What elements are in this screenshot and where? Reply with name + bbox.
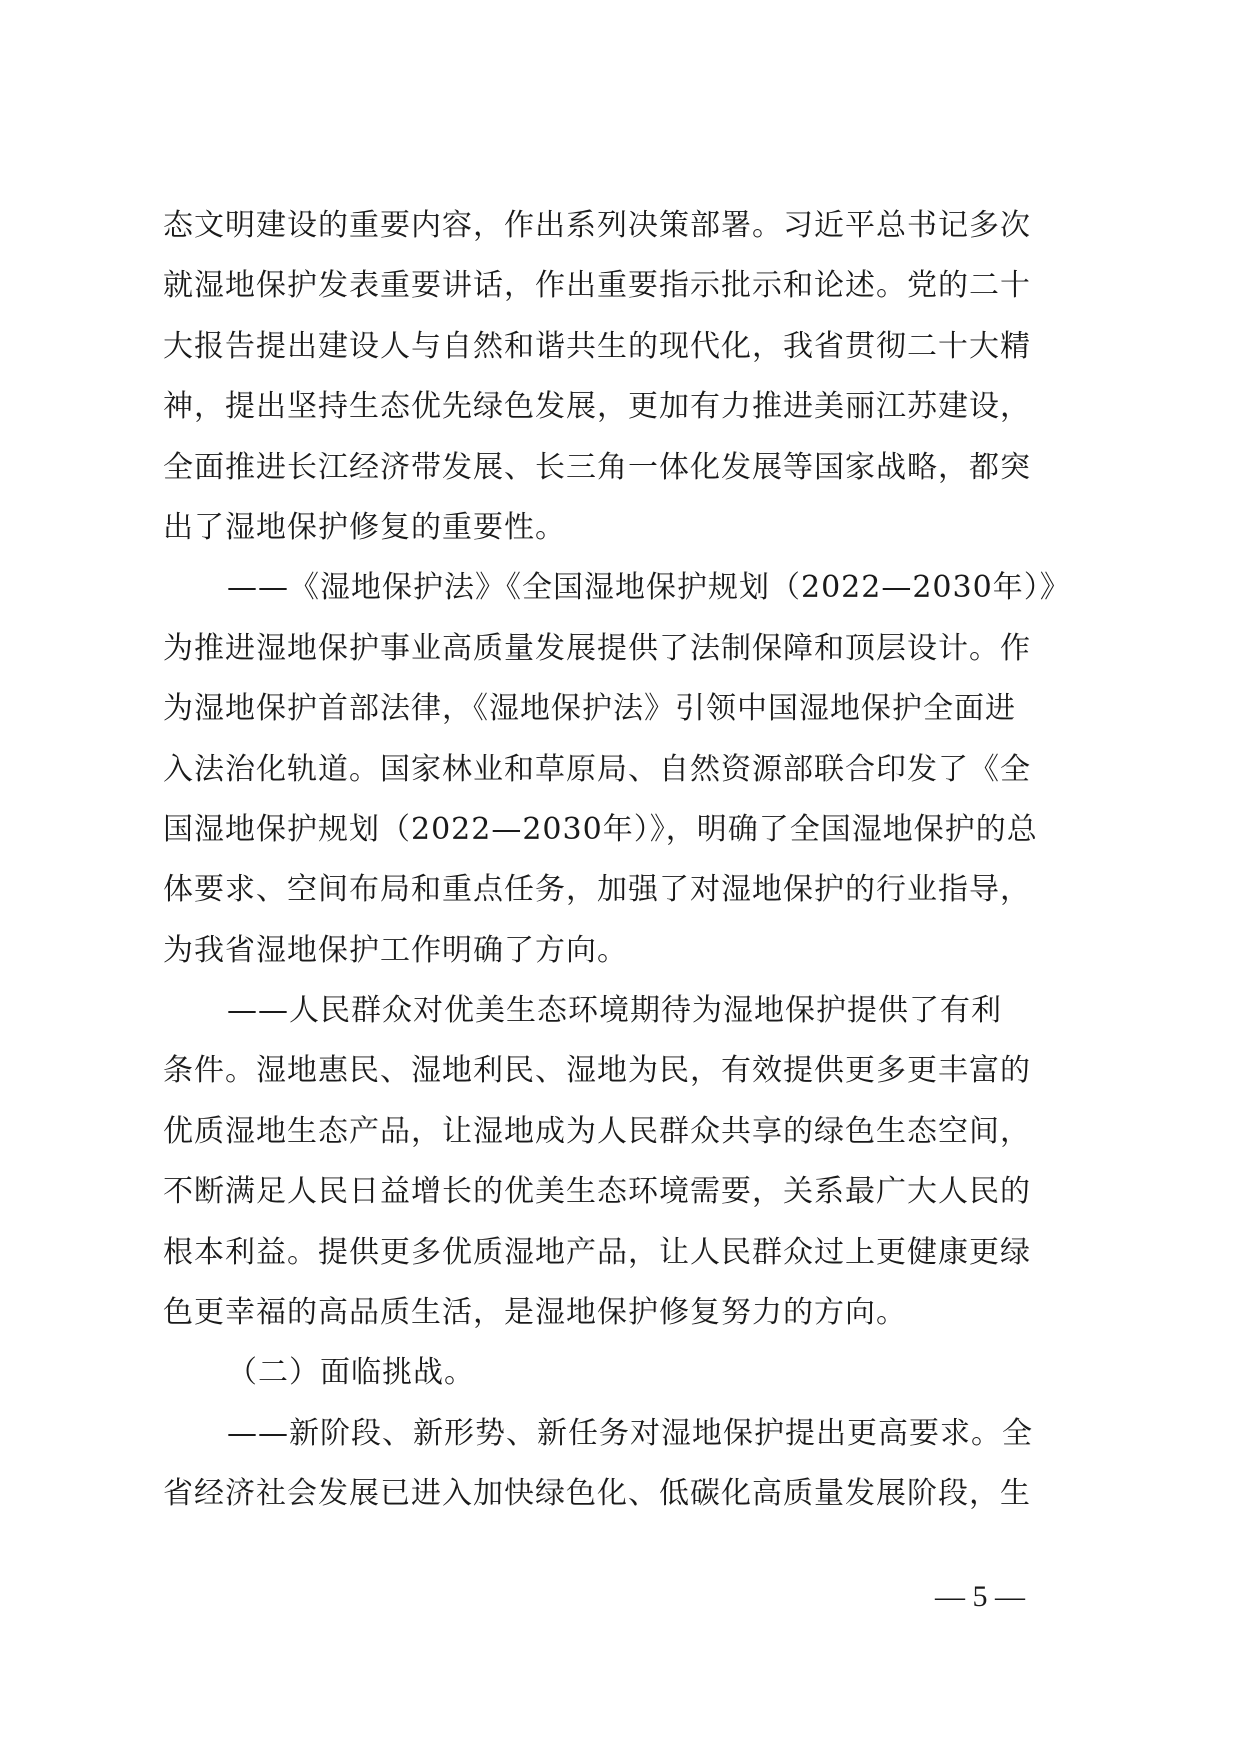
section-heading: （二）面临挑战。 bbox=[227, 1355, 475, 1391]
text-line: 出了湿地保护修复的重要性。 bbox=[163, 509, 566, 545]
paragraph-first-line: ——新阶段、新形势、新任务对湿地保护提出更高要求。全 bbox=[227, 1415, 1033, 1451]
text-line: 为湿地保护首部法律，《湿地保护法》引领中国湿地保护全面进 bbox=[163, 691, 1016, 727]
text-line: 大报告提出建设人与自然和谐共生的现代化，我省贯彻二十大精 bbox=[163, 328, 1031, 364]
paragraph-first-line: ——《湿地保护法》《全国湿地保护规划（2022—2030年）》 bbox=[227, 570, 1071, 606]
text-line: 省经济社会发展已进入加快绿色化、低碳化高质量发展阶段，生 bbox=[163, 1476, 1031, 1512]
text-line: 入法治化轨道。国家林业和草原局、自然资源部联合印发了《全 bbox=[163, 751, 1031, 787]
text-line: 为我省湿地保护工作明确了方向。 bbox=[163, 932, 628, 968]
text-line: 就湿地保护发表重要讲话，作出重要指示批示和论述。党的二十 bbox=[163, 268, 1031, 304]
text-line: 态文明建设的重要内容，作出系列决策部署。习近平总书记多次 bbox=[163, 208, 1031, 243]
page-number: — 5 — bbox=[935, 1580, 1025, 1613]
text-line: 全面推进长江经济带发展、长三角一体化发展等国家战略，都突 bbox=[163, 449, 1031, 485]
text-line: 不断满足人民日益增长的优美生态环境需要，关系最广大人民的 bbox=[163, 1174, 1031, 1210]
text-line: 色更幸福的高品质生活，是湿地保护修复努力的方向。 bbox=[163, 1295, 907, 1331]
text-line: 体要求、空间布局和重点任务，加强了对湿地保护的行业指导， bbox=[163, 872, 1031, 908]
paragraph-first-line: ——人民群众对优美生态环境期待为湿地保护提供了有利 bbox=[227, 993, 1002, 1029]
text-line: 根本利益。提供更多优质湿地产品，让人民群众过上更健康更绿 bbox=[163, 1234, 1031, 1270]
text-line: 国湿地保护规划（2022—2030年）》，明确了全国湿地保护的总 bbox=[163, 811, 1038, 847]
text-line: 为推进湿地保护事业高质量发展提供了法制保障和顶层设计。作 bbox=[163, 630, 1031, 666]
body-text bbox=[163, 196, 1079, 1525]
text-line: 神，提出坚持生态优先绿色发展，更加有力推进美丽江苏建设， bbox=[163, 389, 1031, 425]
text-line: 优质湿地生态产品，让湿地成为人民群众共享的绿色生态空间， bbox=[163, 1113, 1031, 1149]
text-line: 条件。湿地惠民、湿地利民、湿地为民，有效提供更多更丰富的 bbox=[163, 1053, 1031, 1089]
